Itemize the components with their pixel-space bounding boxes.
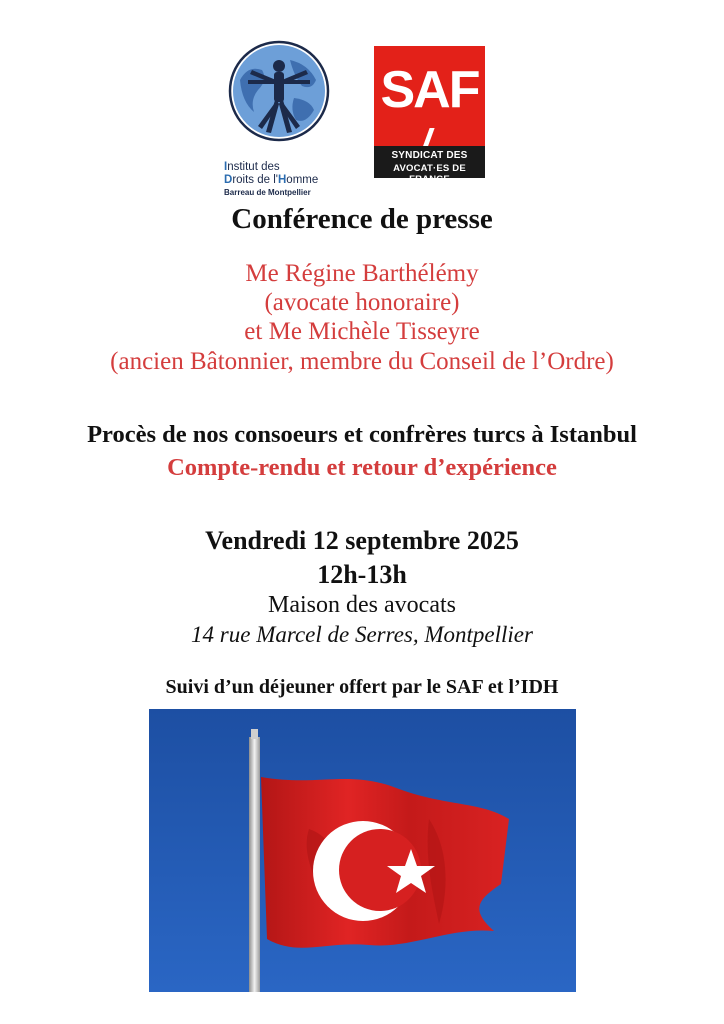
page-title: Conférence de presse — [231, 203, 493, 235]
speaker-line: et Me Michèle Tisseyre — [244, 318, 480, 345]
vitruvian-globe-icon — [228, 40, 330, 142]
saf-logo — [374, 46, 485, 185]
idh-name-line1: Institut des — [224, 161, 280, 173]
event-date: Vendredi 12 septembre 2025 — [205, 526, 519, 555]
subtopic-heading: Compte-rendu et retour d’expérience — [167, 454, 557, 481]
saf-subtitle-line2: AVOCAT·ES DE FRANCE — [393, 163, 466, 185]
turkish-flag-photo — [149, 709, 576, 992]
event-address: 14 rue Marcel de Serres, Montpellier — [191, 622, 533, 647]
saf-letters: SAF — [380, 61, 479, 119]
event-venue: Maison des avocats — [268, 592, 456, 618]
saf-subtitle-line1: SYNDICAT DES — [391, 150, 468, 161]
saf-slash-mark — [422, 128, 434, 148]
speaker-line: (ancien Bâtonnier, membre du Conseil de l’Ordre) — [110, 348, 614, 375]
idh-name-line2: Droits de l'Homme — [224, 174, 319, 186]
speaker-line: (avocate honoraire) — [264, 289, 460, 316]
idh-bar-line: Barreau de Montpellier — [224, 188, 311, 197]
topic-heading: Procès de nos consoeurs et confrères turcs à Istanbul — [87, 421, 637, 448]
event-time: 12h-13h — [317, 560, 407, 589]
lunch-note: Suivi d’un déjeuner offert par le SAF et l’IDH — [165, 676, 559, 698]
speaker-line: Me Régine Barthélémy — [245, 260, 479, 287]
